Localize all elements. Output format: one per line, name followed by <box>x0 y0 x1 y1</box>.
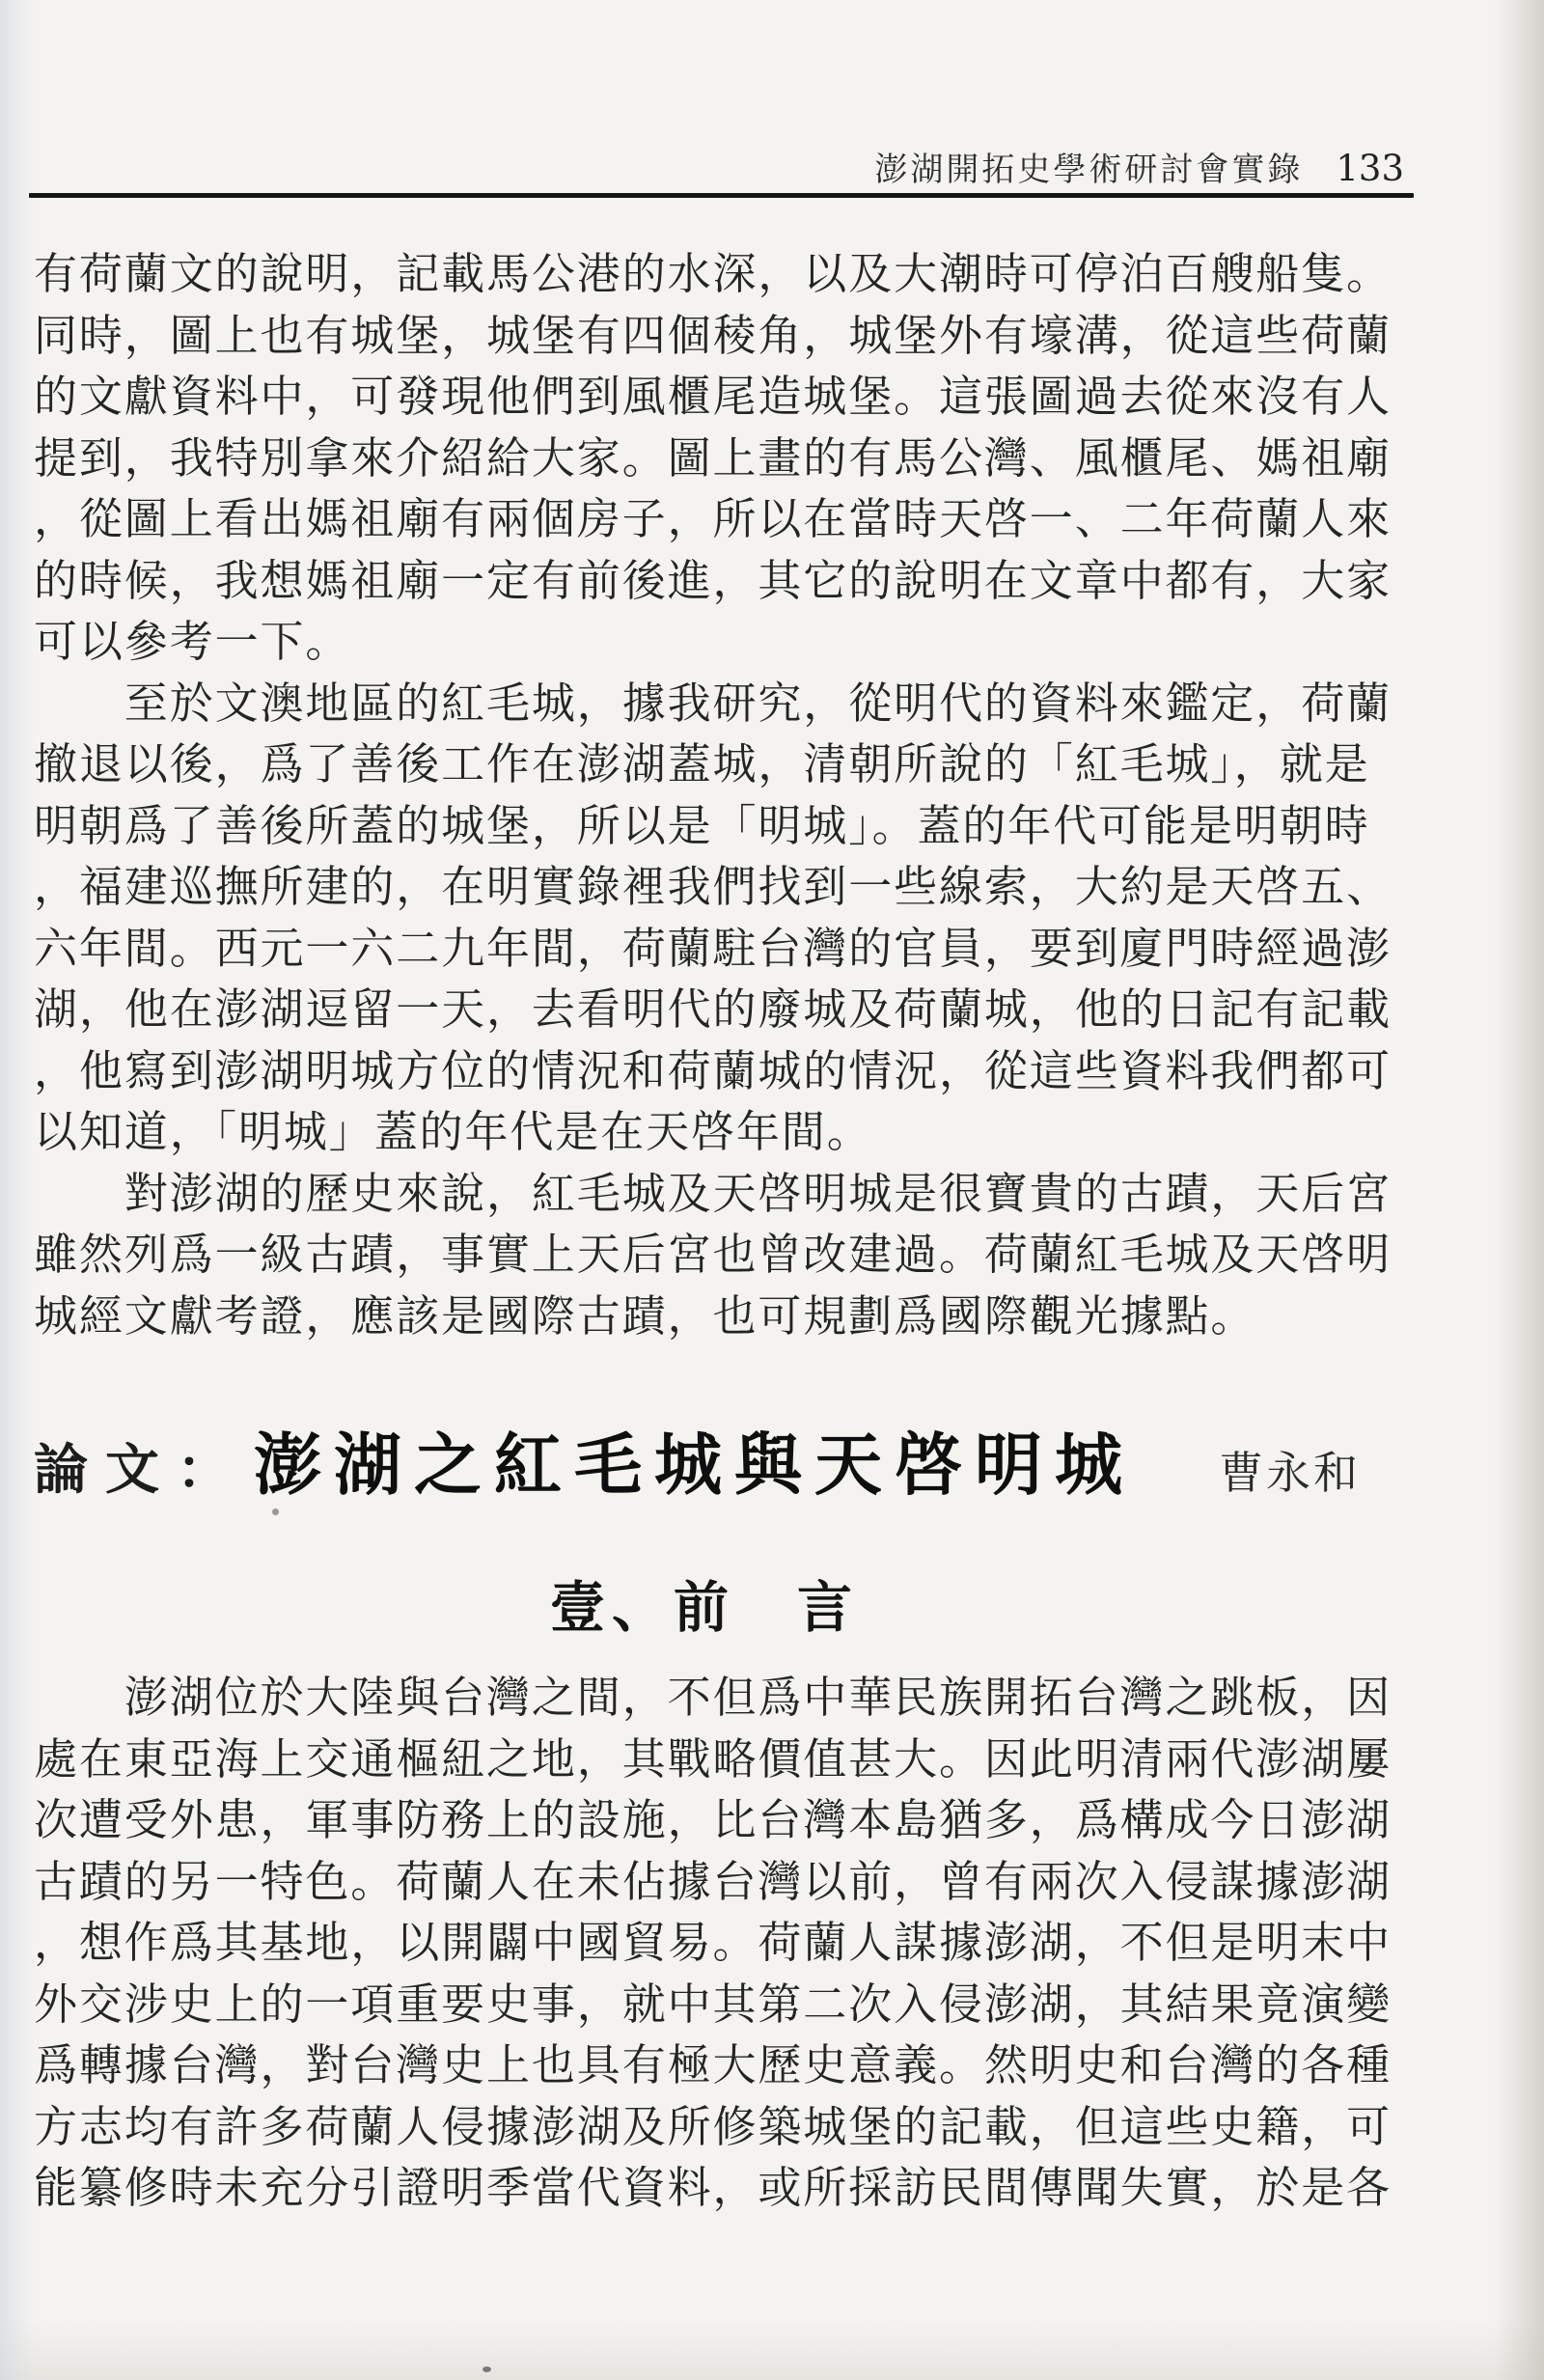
section-heading: 壹、前 言 <box>550 1576 859 1640</box>
text-line: 湖，他在澎湖逗留一天，去看明代的廢城及荷蘭城，他的日記有記載 <box>34 983 1392 1035</box>
page-number: 133 <box>1336 148 1404 189</box>
transcript-text-block <box>34 243 1391 1346</box>
text-line: 撤退以後，爲了善後工作在澎湖蓋城，清朝所說的「紅毛城」，就是 <box>34 738 1370 789</box>
text-line: 有荷蘭文的說明，記載馬公港的水深，以及大潮時可停泊百艘船隻。 <box>34 248 1392 299</box>
text-line: 以知道，「明城」蓋的年代是在天啓年間。 <box>34 1106 872 1157</box>
text-line: 明朝爲了善後所蓋的城堡，所以是「明城」。蓋的年代可能是明朝時 <box>34 799 1370 851</box>
text-line: ，他寫到澎湖明城方位的情況和荷蘭城的情況，從這些資料我們都可 <box>34 1044 1392 1096</box>
article-title: 澎湖之紅毛城與天啓明城 <box>254 1425 1135 1505</box>
journal-title: 澎湖開拓史學術研討會實錄 <box>874 151 1304 189</box>
introduction-text-block <box>34 1667 1391 2219</box>
text-line: 雖然列爲一級古蹟，事實上天后宮也曾改建過。荷蘭紅毛城及天啓明 <box>34 1229 1392 1280</box>
text-line: ，想作爲其基地，以開闢中國貿易。荷蘭人謀據澎湖，不但是明末中 <box>34 1917 1392 1968</box>
text-line: 方志均有許多荷蘭人侵據澎湖及所修築城堡的記載，但這些史籍，可 <box>34 2100 1392 2152</box>
header-rule <box>29 193 1414 198</box>
text-line: 能纂修時未充分引證明季當代資料，或所採訪民間傳聞失實，於是各 <box>34 2162 1392 2213</box>
text-line: ，從圖上看出媽祖廟有兩個房子，所以在當時天啓一、二年荷蘭人來 <box>34 493 1392 544</box>
running-header <box>34 143 1404 190</box>
article-title-row <box>34 1411 1361 1508</box>
text-line: 城經文獻考證，應該是國際古蹟，也可規劃爲國際觀光據點。 <box>34 1289 1256 1342</box>
scan-artifact-dot <box>482 2366 491 2372</box>
scan-artifact-dot <box>272 1508 279 1515</box>
text-line: 古蹟的另一特色。荷蘭人在未佔據台灣以前，曾有兩次入侵謀據澎湖 <box>34 1855 1392 1907</box>
text-line: 的文獻資料中，可發現他們到風櫃尾造城堡。這張圖過去從來沒有人 <box>34 371 1392 422</box>
text-line: 對澎湖的歷史來說，紅毛城及天啓明城是很寶貴的古蹟，天后宮 <box>34 1167 1392 1219</box>
text-line: 至於文澳地區的紅毛城，據我研究，從明代的資料來鑑定，荷蘭 <box>34 677 1392 729</box>
text-line: 次遭受外患，軍事防務上的設施，比台灣本島猶多，爲構成今日澎湖 <box>34 1794 1392 1845</box>
text-line: 處在東亞海上交通樞紐之地，其戰略價值甚大。因此明清兩代澎湖屢 <box>34 1732 1392 1785</box>
article-label: 論文： <box>34 1438 248 1502</box>
text-line: 澎湖位於大陸與台灣之間，不但爲中華民族開拓台灣之跳板，因 <box>34 1672 1392 1723</box>
text-line: 提到，我特別拿來介紹給大家。圖上畫的有馬公灣、風櫃尾、媽祖廟 <box>34 431 1392 484</box>
text-line: 爲轉據台灣，對台灣史上也具有極大歷史意義。然明史和台灣的各種 <box>34 2039 1392 2090</box>
text-line: 的時候，我想媽祖廟一定有前後進，其它的說明在文章中都有，大家 <box>34 554 1392 606</box>
text-line: 外交涉史上的一項重要史事，就中其第二次入侵澎湖，其結果竟演變 <box>34 1978 1392 2030</box>
text-line: 六年間。西元一六二九年間，荷蘭駐台灣的官員，要到廈門時經過澎 <box>34 922 1392 974</box>
text-line: 可以參考一下。 <box>34 616 351 667</box>
text-line: ，福建巡撫所建的，在明實錄裡我們找到一些線索，大約是天啓五、 <box>34 861 1392 912</box>
article-author: 曹永和 <box>1219 1447 1361 1499</box>
text-line: 同時，圖上也有城堡，城堡有四個稜角，城堡外有壕溝，從這些荷蘭 <box>34 309 1392 361</box>
